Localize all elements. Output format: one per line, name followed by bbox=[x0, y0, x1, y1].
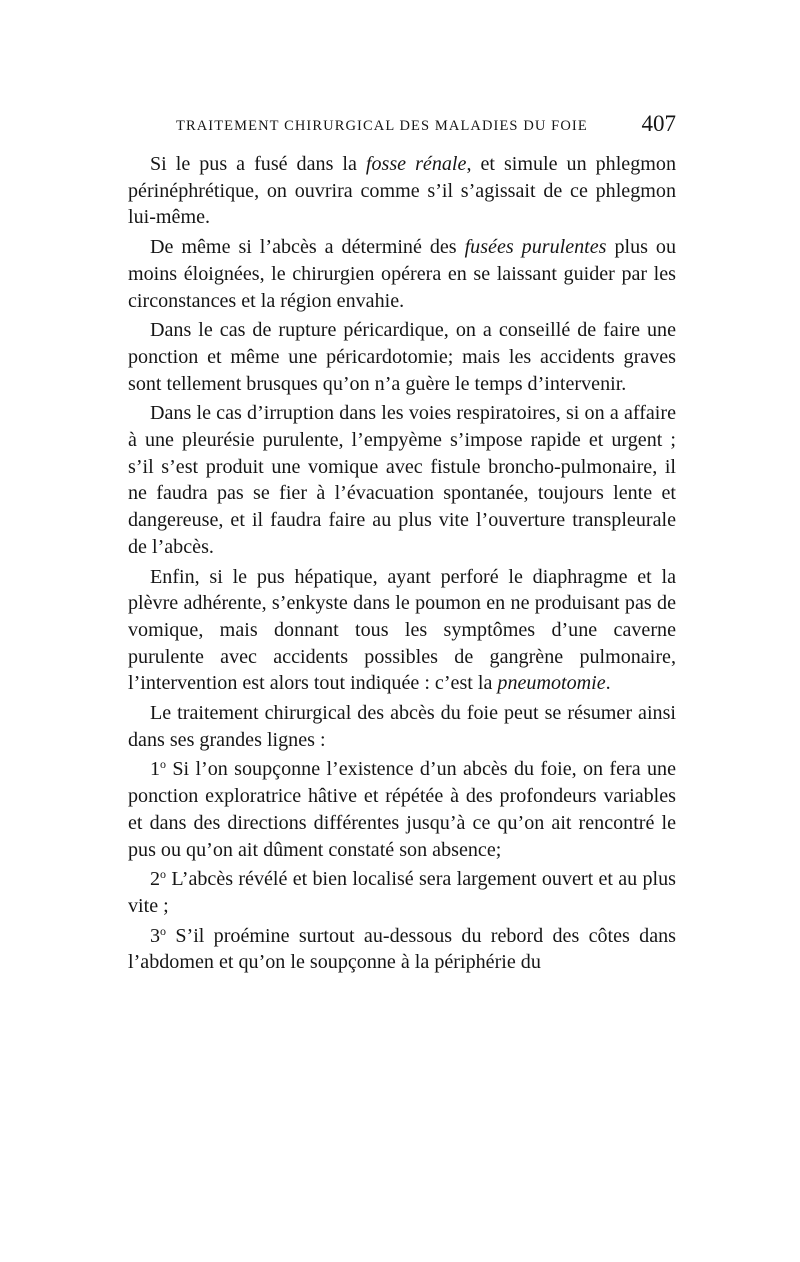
text-segment: Dans le cas d’irruption dans les voies respiratoires, si on a affaire à une pleurésie purulente, l’empyème s’impose rapide et urgent ; s’il s’est produit une vomique avec fistule broncho-pulmonaire, il ne faudra pas se fier à l’évacuation spontanée, toujours lente et dangereuse, et il faudra faire au plus vite l’ouverture transpleurale de l’abcès. bbox=[128, 402, 676, 558]
running-title: TRAITEMENT CHIRURGICAL DES MALADIES DU FOIE bbox=[176, 118, 588, 134]
paragraph-p6 bbox=[128, 700, 676, 753]
page-number: 407 bbox=[641, 111, 676, 136]
paragraph-p9 bbox=[128, 923, 676, 976]
paragraph-p1 bbox=[128, 151, 676, 231]
paragraph-p2 bbox=[128, 234, 676, 314]
text-segment: 2 bbox=[150, 868, 161, 891]
body-text bbox=[128, 151, 676, 979]
text-segment: S’il proémine surtout au-dessous du rebord des côtes dans l’abdomen et qu’on le soupçonne à la périphérie du bbox=[128, 924, 676, 974]
text-segment: L’abcès révélé et bien localisé sera largement ouvert et au plus vite ; bbox=[128, 868, 676, 917]
paragraph-p8 bbox=[128, 866, 676, 919]
ordinal-superscript: o bbox=[160, 757, 167, 772]
text-segment: Dans le cas de rupture péricardique, on a conseillé de faire une ponction et même une péricardotomie; mais les accidents graves sont tellement brusques qu’on n’a guère le temps d’intervenir. bbox=[128, 319, 676, 395]
italic-term: fosse rénale bbox=[365, 153, 467, 175]
ordinal-superscript: o bbox=[160, 923, 167, 938]
text-segment: 3 bbox=[150, 924, 161, 947]
italic-term: pneumotomie bbox=[497, 672, 606, 695]
paragraph-p4 bbox=[128, 400, 676, 560]
paragraph-p3 bbox=[128, 317, 676, 397]
text-segment: Le traitement chirurgical des abcès du foie peut se résumer ainsi dans ses grandes lignes : bbox=[128, 702, 676, 751]
text-segment: De même si l’abcès a déterminé des bbox=[150, 236, 465, 259]
text-segment: . bbox=[605, 672, 611, 695]
paragraph-p7 bbox=[128, 756, 676, 863]
italic-term: fusées purulentes bbox=[464, 236, 607, 259]
text-segment: Enfin, si le pus hépatique, ayant perforé le diaphragme et la plèvre adhérente, s’enkyste dans le poumon en ne produisant pas de vomique, mais donnant tous les symptômes d’une caverne purulente avec accidents possibles de gangrène pulmonaire, l’intervention est alors tout indiquée : c’est la bbox=[128, 565, 676, 695]
text-segment: Si le pus a fusé dans la bbox=[150, 153, 366, 175]
paragraph-p5 bbox=[128, 564, 676, 698]
text-segment: plus ou moins éloignées, le chirurgien opérera en se laissant guider par les circonstances et la région envahie. bbox=[128, 236, 677, 312]
page-header bbox=[128, 111, 676, 141]
ordinal-superscript: o bbox=[160, 867, 167, 882]
text-segment: , et simule un phlegmon périnéphrétique, on ouvrira comme s’il s’agissait de ce phlegmon lui-même. bbox=[128, 153, 676, 229]
text-segment: Si l’on soupçonne l’existence d’un abcès du foie, on fera une ponction exploratrice hâtive et répétée à des profondeurs variables et dans des directions différentes jusqu’à ce qu’on ait rencontré le pus ou qu’on ait dûment constaté son absence; bbox=[128, 758, 676, 861]
text-segment: 1 bbox=[150, 758, 161, 781]
